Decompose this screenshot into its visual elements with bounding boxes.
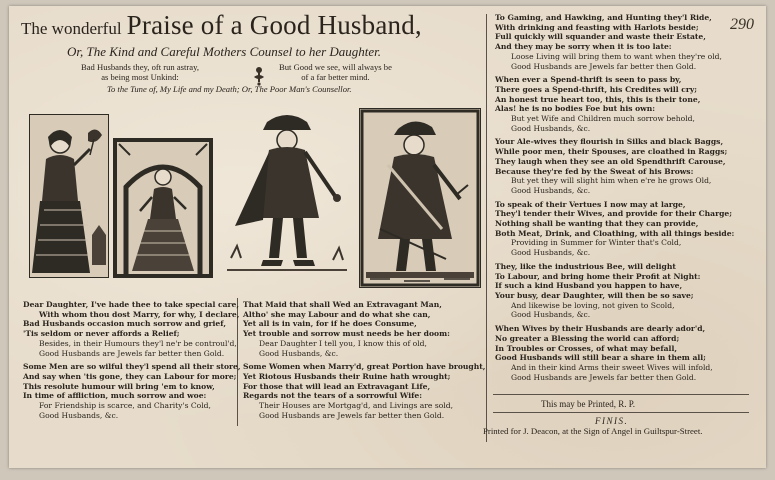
verse-line: Besides, in their Humours they'l ne'r be controul'd, (39, 338, 237, 348)
verse-line: To speak of their Vertues I now may at large, (495, 199, 686, 209)
woodcut-woman-with-flower (29, 114, 109, 278)
verse-line: Yet all is in vain, for if he does Consume, (243, 319, 417, 329)
page-number: 290 (730, 16, 754, 33)
verse-line: Providing in Summer for Winter that's Cold, (511, 238, 682, 248)
verse-line: When ever a Spend-thrift is seen to pass by, (495, 75, 682, 85)
verse-line: And in their kind Arms their sweet Wives will infold, (511, 362, 713, 372)
verse-line: No greater a Blessing the world can afford; (495, 333, 680, 343)
verse-line: They, like the industrious Bee, will delight (495, 261, 676, 271)
verse-column-3 (495, 13, 734, 382)
verse-line: Alas! he is no bodies Foe but his own: (495, 104, 656, 114)
tune-line: To the Tune of, My Life and my Death; Or, The Poor Man's Counsellor. (107, 84, 352, 94)
verse-line: Regards not the tears of a sorrowful Wife: (243, 391, 423, 401)
tune-left-line: Bad Husbands they, oft run astray, (81, 62, 199, 72)
title-main: Praise of a Good Husband, (126, 10, 422, 40)
tune-right-line: But Good we see, will always be (279, 62, 392, 72)
verse-line: But yet Wife and Children much sorrow behold, (511, 114, 695, 124)
verse-line: That Maid that shall Wed an Extravagant Man, (243, 300, 442, 309)
verse-line: Loose Living will bring them to want when they're old, (511, 51, 722, 61)
verse-line: To Labour, and bring home their Profit at Night: (495, 271, 701, 281)
footer-rule (493, 412, 749, 413)
verse-line: Both Meat, Drink, and Cloathing, with all things beside: (495, 228, 735, 238)
tune-left-verse (81, 62, 199, 82)
verse-line: Good Husbands are Jewels far better then Gold. (259, 410, 445, 420)
verse-line: Your busy, dear Daughter, will then be so save; (495, 290, 694, 300)
tune-right-line: of a far better mind. (301, 72, 370, 82)
verse-line: An honest true heart too, this, this is their tone, (495, 94, 701, 104)
title-prefix: The wonderful (21, 19, 122, 38)
tune-right-verse (279, 62, 392, 82)
verse-column-2 (243, 300, 485, 420)
verse-line: Some Men are so wilful they'l spend all their store, (23, 362, 241, 372)
verse-line: Good Husbands, &c. (511, 185, 591, 195)
verse-line: And likewise be loving, not given to Scold, (511, 300, 675, 310)
woodcut-gentleman-with-sword (359, 108, 481, 288)
verse-column-1 (23, 300, 241, 420)
verse-line: 'Tis seldom or never affords a Relief; (23, 329, 180, 339)
verse-line: But yet they will slight him when e're he grows Old, (511, 176, 712, 186)
verse-line: Dear Daughter, I've hade thee to take special care, (23, 300, 240, 309)
verse-line: Your Ale-wives they flourish in Silks and black Baggs, (495, 137, 724, 147)
verse-line: With whom thou dost Marry, for why, I declare, (39, 309, 240, 319)
verse-line: Altho' she may Labour and do what she can, (243, 309, 431, 319)
verse-line: Full quickly will squander and waste their Estate, (495, 32, 706, 42)
verse-line: And say when 'tis gone, they can Labour for more; (23, 371, 237, 381)
broadside-sheet (9, 6, 766, 468)
verse-line: For those that will lead an Extravagant Life, (243, 381, 431, 391)
verse-line: There goes a Spend-thrift, his Credites will cry; (495, 84, 698, 94)
verse-line: Good Husbands are Jewels far better then Gold. (511, 372, 697, 382)
verse-line: To Gaming, and Hawking, and Hunting they'l Ride, (495, 13, 712, 22)
verse-line: Good Husbands will still bear a share in them all; (495, 353, 706, 363)
verse-line: Bad Husbands occasion much sorrow and grief, (23, 319, 226, 329)
verse-line: This resolute humour will bring 'em to know, (23, 381, 215, 391)
verse-line: With drinking and feasting with Harlots beside; (495, 22, 699, 32)
verse-line: In time of affliction, much sorrow and woe: (23, 391, 207, 401)
verse-line: In Troubles or Crosses, of what may befall, (495, 343, 677, 353)
verse-line: Good Husbands, &c. (511, 248, 591, 258)
verse-line: While poor men, their Spouses, are cloathed in Raggs; (495, 147, 728, 157)
fleuron-ornament-icon (253, 66, 265, 86)
verse-line: Yet trouble and sorrow must needs be her doom: (243, 329, 450, 339)
verse-line: Good Husbands, &c. (39, 410, 119, 420)
verse-line: Yet Riotous Husbands their Ruine hath wrought; (243, 371, 451, 381)
verse-line: Their Houses are Mortgag'd, and Livings are sold, (259, 401, 454, 411)
verse-line: Dear Daughter I tell you, I know this of old, (259, 338, 427, 348)
verse-line: Good Husbands, &c. (511, 310, 591, 320)
woodcut-lady-in-doorway (113, 138, 213, 278)
ballad-title (21, 10, 491, 41)
finis-mark: FINIS. (595, 416, 629, 426)
verse-line: Some Women when Marry'd, great Portion have brought, (243, 362, 486, 372)
imprint-line: Printed for J. Deacon, at the Sign of Angel in Guiltspur-Street. (483, 426, 703, 436)
verse-line: When Wives by their Husbands are dearly ador'd, (495, 324, 706, 334)
woodcut-man-in-cloak (223, 108, 351, 280)
verse-line: For Friendship is scarce, and Charity's Cold, (39, 401, 211, 411)
verse-line: If such a kind Husband you happen to have, (495, 281, 683, 291)
verse-line: Good Husbands, &c. (259, 348, 339, 358)
verse-line: Good Husbands are Jewels far better then Gold. (511, 61, 697, 71)
verse-line: And they may be sorry when it is too late: (495, 42, 672, 52)
column-rule (486, 14, 487, 442)
verse-line: They laugh when they see an old Spendthrift Carouse, (495, 156, 726, 166)
tune-left-line: as being most Unkind: (101, 72, 179, 82)
verse-line: Nothing shall be wanting that they can provide, (495, 219, 699, 229)
verse-line: Good Husbands, &c. (511, 123, 591, 133)
footer-rule (493, 394, 749, 395)
verse-line: They'l tender their Wives, and provide for their Charge; (495, 209, 733, 219)
ballad-subtitle: Or, The Kind and Careful Mothers Counsel to her Daughter. (67, 44, 382, 59)
verse-line: Good Husbands are Jewels far better then Gold. (39, 348, 225, 358)
verse-line: Because they're fed by the Sweat of his Brows: (495, 166, 694, 176)
license-line: This may be Printed, R. P. (541, 399, 635, 409)
